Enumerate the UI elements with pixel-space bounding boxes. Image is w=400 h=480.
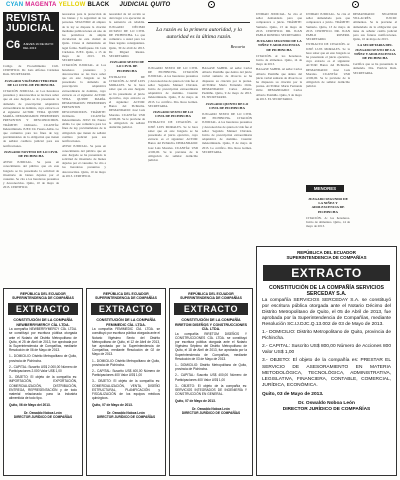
ad-superintendencia: SUPERINTENDENCIA DE COMPAÑÍAS	[180, 296, 242, 301]
column-paragraph: EXTRACTO DE CITACIÓN. A: JOSÉ LUIS MORALES. Se le hace saber que en este Juzgado se ha presentado el juicio ejecutivo, cuyo extracto es el siguiente: ACTOR: Banco del Pichincha. DEMANDADO: José Luis Morales. CUANTÍA: USD 4.500,00. Se le previene de la obligación de señalar domicilio judicial.	[109, 74, 145, 130]
ad-signer-title: DIRECTOR JURÍDICO DE COMPAÑÍAS	[181, 410, 241, 415]
extracto-ad-serceday	[256, 246, 397, 476]
ad-body: La compañía NEWBERRYMERCY CÍA. LTDA. se constituyó por escritura pública otorgada ante el Notario del Distrito Metropolitano de Quito, el 25 de Abril de 2013, fue aprobada por la Superintendencia de Compañías, mediante Resolución de 06 de Mayo de 2013.	[9, 327, 77, 353]
ad-superintendencia: SUPERINTENDENCIA DE COMPAÑÍAS	[286, 255, 367, 261]
ad-signer-title: DIRECTOR JURÍDICO DE COMPAÑÍAS	[282, 407, 371, 413]
column-heading: JUZGADO SEGUNDO DE LA NIÑEZ Y ADOLESCENCIA DE PICHINCHA	[256, 39, 302, 52]
masthead	[3, 12, 59, 60]
pull-quote	[148, 22, 250, 62]
ad-extracto-band: EXTRACTO	[91, 303, 161, 315]
ad-signer: Dr. Oswaldo Noboa León	[107, 410, 145, 415]
page-number: C6	[6, 39, 21, 51]
column-paragraph: JUZGADO SEXTO DE LO CIVIL DE PICHINCHA. CITACIÓN JUDICIAL. A los herederos presuntos y desconocidos de quien en vida fue el señor Segundo Manuel Chicaiza. Juicio de prescripción extraordinaria adquisitiva de dominio. Cuantía: indeterminada. Quito, 8 de mayo de 2013. Lo certifico. Dra. Rosa Gómez. SECRETARIA.	[202, 112, 252, 154]
ad-extracto-band: EXTRACTO	[263, 265, 390, 281]
column-paragraph: Certifica que se ha presentado la demanda. Dra. Patricia Ruiz. SECRETARIA.	[353, 62, 397, 75]
print-color-bar	[0, 0, 400, 9]
text-column-7b	[306, 195, 350, 245]
column-paragraph: CITACIÓN. A: los herederos. Juicio de alimentos. Quito, 14 de mayo de 2013.	[306, 215, 350, 229]
column-paragraph: AVISO JUDICIAL. Se pone en conocimiento del público que en este Juzgado se ha presentado la solicitud de inventario de bienes dejados por el causante. Se cita a los herederos presuntos y desconocidos. Quito, 10 de mayo de 2013. CERTIFICO.	[3, 160, 59, 190]
column-paragraph: JUZGADO SEXTO DE LO CIVIL DE PICHINCHA. CITACIÓN JUDICIAL. A los herederos presuntos y desconocidos de quien en vida fue el señor Segundo Manuel Chicaiza. Juicio de prescripción extraordinaria adquisitiva de dominio. Cuantía: indeterminada. Quito, 8 de mayo de 2013. Lo certifico. Dra. Rosa Gómez. SECRETARIA.	[148, 66, 198, 108]
column-paragraph: CITACIÓN JUDICIAL. A: Los herederos presuntos y desconocidos se les hace saber que en este Juzgado se ha presentado la demanda de prescripción adquisitiva extraordinaria de dominio, cuyo extracto es el siguiente: ACTOR: VERA QUIJIJE MARÍA. DEMANDADOS: HEREDEROS PRESUNTOS Y DESCONOCIDOS. TRÁMITE: Ordinario. CUANTÍA: Indeterminada. JUEZ: Dr. Fausto Aldás. Lo que comunico para los fines de ley, previniéndoles de la obligación que tienen de señalar casillero judicial para sus notificaciones.	[62, 63, 106, 144]
extracto-ad-riretom	[169, 288, 253, 476]
ad-signer: Dr. Oswaldo Noboa León	[298, 401, 355, 407]
ad-body: La compañía SERVICIOS SERCEDAY S.A. se constituyó por escritura pública otorgada ante el Notario Décimo del Distrito Metropolitano de Quito, el 05 de Abril de 2013, fue aprobada por la Superintendencia de Compañías, mediante Resolución SC.IJ.DJC.Q.13.002 de 03 de Mayo de 2013.	[262, 297, 391, 327]
ad-republic: REPÚBLICA DEL ECUADOR	[103, 292, 149, 296]
ad-item-capital: 2.- CAPITAL: Suscrito US$ 800,00 Número de Acciones 800 Valor US$ 1,00	[262, 344, 391, 356]
ad-constitution-title: CONSTITUCIÓN DE LA COMPAÑÍA RIRETOM DISEÑOS Y CONSTRUCCIONES CÍA. LTDA.	[174, 318, 248, 332]
ad-superintendencia: SUPERINTENDENCIA DE COMPAÑÍAS	[12, 296, 74, 301]
cyan-label: CYAN	[6, 1, 24, 8]
ad-item-domicilio: 1.- DOMICILIO: Distrito Metropolitano de Quito, provincia de Pichincha.	[262, 330, 391, 342]
masthead-line2: JUDICIAL	[6, 23, 55, 34]
column-paragraph: HAGASE SABER. Al señor Carlos Alberto Pazmiño que dentro del juicio verbal sumario de divorcio se ha dispuesto su citación por la prensa. ACTORA: María Fernanda Ortiz. DEMANDADO: Carlos Alberto Pazmiño. Quito, 9 de mayo de 2013. EL SECRETARIO.	[256, 67, 302, 101]
ad-date: Quito, 06 de Mayo del 2013.	[9, 403, 51, 408]
extracto-ad-newberrymercy	[3, 288, 83, 476]
ad-item-domicilio: 1.- DOMICILIO: Distrito Metropolitano de Quito, provincia de Pichincha.	[9, 354, 77, 363]
column-heading: JUZGADO QUINTO DE LO CIVIL DE PICHINCHA	[205, 101, 249, 110]
ad-item-domicilio: 1.- DOMICILIO: Distrito Metropolitano de Quito, provincia de Pichincha.	[92, 358, 160, 367]
extracto-ad-femimedic	[86, 288, 166, 476]
ad-constitution-title: CONSTITUCIÓN DE LA COMPAÑÍA SERVICIOS SERCEDAY S.A.	[269, 284, 384, 298]
ad-constitution-title: CONSTITUCIÓN DE LA COMPAÑÍA FEMIMEDIC CÍA. LTDA.	[96, 318, 156, 327]
ad-extracto-band: EXTRACTO	[174, 303, 248, 315]
ad-item-objeto: 3.- OBJETO: El objeto de la compañía es: COMERCIALIZACIÓN, VENTA, DISEÑO ESTRUCTURAL, PLANIFICACIÓN y FISCALIZACIÓN de los equipos médicos quirúrgicos.	[92, 379, 160, 401]
ad-extracto-band: EXTRACTO	[8, 303, 78, 315]
column-paragraph: Código de Procedimiento Civil. CERTIFICO. Dr. Luis Alfonso Cárdenas Ruiz. SECRETARIO.	[3, 64, 59, 77]
ad-item-domicilio: 1.- DOMICILIO: Distrito Metropolitano de Quito, provincia de Pichincha.	[175, 363, 247, 372]
column-heading: JUZGADO NOVENO DE LO CIVIL DE PICHINCHA	[3, 149, 59, 159]
ad-item-capital: 2.- CAPITAL: Suscrito US$ 400,00 Número de Participaciones 400 Valor US$ 1,00	[175, 373, 247, 382]
column-paragraph: EXTRACTO DE CITACIÓN. A: JOSÉ LUIS MORALES. Se le hace saber que en este Juzgado se ha presentado el juicio ejecutivo, cuyo extracto es el siguiente: ACTOR: Banco del Pichincha. DEMANDADO: José Luis Morales. CUANTÍA: USD 4.500,00. Se le previene de la obligación de señalar domicilio judicial.	[306, 42, 350, 89]
ad-date: Quito, 07 de Mayo de 2013.	[175, 399, 216, 404]
column-paragraph: UNIDAD JUDICIAL. Se cita al señor demandado para que comparezca a juicio. TRÁMITE: Sumario. Quito, 13 de mayo de 2013. CERTIFICO. DR. JUAN PABLO ROSERO. SECRETARIO.	[306, 12, 350, 42]
ad-signer-title: DIRECTOR JURÍDICO DE COMPAÑÍAS	[13, 414, 73, 419]
ad-item-objeto: 3.- OBJETO: El objeto de la compañía es: IMPORTACIÓN, EXPORTACIÓN, COMERCIALIZACIÓN, DISTRIBUCIÓN, ENTREGA, REPRESENTACIÓN y de todo material relacionado para la industria alimenticia de todo tipo.	[9, 375, 77, 401]
registration-mark-icon	[208, 1, 215, 8]
column-heading: JUZGADO SEXTO DE LO CIVIL DE PICHINCHA	[152, 110, 194, 119]
column-paragraph: CITACIÓN. A: los herederos. Juicio de alimentos. Quito, 14 de mayo de 2013.	[256, 53, 302, 67]
magenta-label: MAGENTA	[25, 1, 57, 8]
issue-date: JUEVES 16 DE MAYO DEL 2013	[23, 42, 54, 50]
ad-item-capital: 2.- CAPITAL: Suscrito US$ 2.000,00 Número de Participaciones 2.000 Valor US$ 1,00	[9, 364, 77, 374]
ad-signer-title: DIRECTOR JURÍDICO DE COMPAÑÍAS	[96, 414, 156, 419]
column-paragraph: necesarias para la protección de los bienes y la seguridad de las personas. SEGUNDO: Al amparo de la ley se dispone la citación mediante publicaciones en uno de los periódicos de amplia circulación de esta ciudad de Quito. Cítese al demandado en legal forma. Notifíquese. Dr. Luis Cárdenas. JUEZ. Quito, a 15 de mayo de 2013. EL SECRETARIO.	[62, 12, 106, 63]
column-paragraph: AVISO JUDICIAL. Se pone en conocimiento del público que en este Juzgado se ha presentado la solicitud de inventario de bienes dejados por el causante. Se cita a los herederos presuntos y desconocidos. Quito, 10 de mayo de 2013. CERTIFICO.	[62, 144, 106, 178]
text-column-6	[256, 12, 302, 282]
ad-constitution-title: CONSTITUCIÓN DE LA COMPAÑÍA NEWBERRYMERCY CÍA. LTDA.	[13, 318, 73, 327]
black-label: BLACK	[87, 1, 110, 8]
text-column-7	[306, 12, 350, 182]
text-column-8	[353, 12, 397, 242]
ad-body: La compañía FEMIMEDIC CÍA. LTDA. se constituyó por escritura pública otorgada ante el Notario Vigésimo Sexto del Distrito Metropolitano de Quito, el 12 de Abril de 2013, fue aprobada por la Superintendencia de Compañías, mediante Resolución de 02 de Mayo de 2013.	[92, 327, 160, 357]
text-column-5	[202, 66, 252, 282]
column-paragraph: UNIDAD JUDICIAL. Se cita al señor demandado para que comparezca a juicio. TRÁMITE: Sumario. Quito, 13 de mayo de 2013. CERTIFICO. DR. JUAN PABLO ROSERO. SECRETARIO.	[256, 12, 302, 38]
column-paragraph: CITACIÓN JUDICIAL. A: Los herederos presuntos y desconocidos se les hace saber que en este Juzgado se ha presentado la demanda de prescripción adquisitiva extraordinaria de dominio, cuyo extracto es el siguiente: ACTOR: VERA QUIJIJE MARÍA. DEMANDADOS: HEREDEROS PRESUNTOS Y DESCONOCIDOS. TRÁMITE: Ordinario. CUANTÍA: Indeterminada. JUEZ: Dr. Fausto Aldás. Lo que comunico para los fines de ley, previniéndoles de la obligación que tienen de señalar casillero judicial para sus notificaciones.	[3, 89, 59, 148]
text-column-4	[148, 66, 198, 282]
section-title: JUDICIAL QUITO	[119, 1, 171, 8]
yellow-label: YELLOW	[58, 1, 86, 8]
ad-republic: REPÚBLICA DEL ECUADOR	[20, 292, 66, 296]
ad-date: Quito, 07 de Mayo de 2013.	[92, 403, 133, 408]
column-heading: JUZGADO VIGÉSIMO TERCERO DE LO CIVIL DE PICHINCHA	[4, 78, 58, 87]
ad-signer: Dr. Oswaldo Noboa León	[24, 410, 62, 415]
column-paragraph: HAGASE SABER. Al señor Carlos Alberto Pazmiño que dentro del juicio verbal sumario de divorcio se ha dispuesto su citación por la prensa. ACTORA: María Fernanda Ortiz. DEMANDADO: Carlos Alberto Pazmiño. Quito, 9 de mayo de 2013. EL SECRETARIO.	[202, 66, 252, 100]
column-heading: JUZGADO SEGUNDO DE LA NIÑEZ Y ADOLESCENCIA DE PICHINCHA	[308, 197, 348, 214]
quote-author: Beccaria	[230, 44, 245, 49]
ad-item-objeto: 3.- OBJETO: El objeto de la compañía es: SERVICIOS INTEGRADOS DE INGENIERÍA Y CONSTRUCCIÓN EN GENERAL.	[175, 383, 247, 397]
masthead-line1: REVISTA	[6, 13, 51, 24]
ad-body: La compañía RIRETOM DISEÑOS Y CONSTRUCCIONES CÍA. LTDA. se constituyó por escritura pública otorgada ante el Notario Vigésimo Séptimo del Distrito Metropolitano de Quito, el 18 de Abril de 2013, fue aprobada por la Superintendencia de Compañías, mediante Resolución de 03 de Mayo de 2013.	[175, 331, 247, 361]
registration-mark-icon	[352, 1, 359, 8]
column-paragraph: necesidad de tal acción se dará lugar a la ejecución de la sentencia en rebeldía. JUZGADO DÉCIMO OCTAVO DE LO CIVIL DE PICHINCHA. Lo que comunico a usted para los fines legales consiguientes. Quito, 30 de abril de 2013. Dr. Miguel Ruales. SECRETARIO.	[109, 12, 145, 59]
ad-republic: REPÚBLICA DEL ECUADOR	[297, 250, 356, 255]
ad-superintendencia: SUPERINTENDENCIA DE COMPAÑÍAS	[95, 296, 157, 301]
column-heading: JUZGADO SEXTO DE LO CIVIL DE PICHINCHA	[109, 60, 145, 73]
text-column-3	[109, 12, 145, 282]
ad-republic: REPÚBLICA DEL ECUADOR	[188, 292, 234, 296]
ad-signer: Dr. Oswaldo Noboa León	[192, 406, 230, 411]
text-column-2	[62, 12, 106, 282]
column-paragraph: EXTRACTO DE CITACIÓN. A: JOSÉ LUIS MORALES. Se le hace saber que en este Juzgado se ha presentado el juicio ejecutivo, cuyo extracto es el siguiente: ACTOR: Banco del Pichincha. DEMANDADO: José Luis Morales. CUANTÍA: USD 4.500,00. Se le previene de la obligación de señalar domicilio judicial.	[148, 120, 198, 163]
menores-banner: MENORES	[306, 185, 344, 192]
quote-text: La razón es la primera autoridad, y la autoridad es la última razón.	[156, 27, 242, 40]
ad-item-capital: 2.- CAPITAL: Suscrito US$ 400,00 Número de Participaciones 400 Valor US$ 1,00	[92, 369, 160, 378]
column-paragraph: DEMANDADO: SEGUNDO VILLACRÉS. JUICIO: Alimentos. Se le previene al demandado de la obligación que tiene de señalar casilla judicial para sus futuras notificaciones. Quito, 10 de mayo de 2013.	[353, 12, 397, 42]
column-heading: LA SECRETARIA DEL JUZGADO SEXTO DE LA NIÑEZ Y ADOLESCENCIA DE PICHINCHA	[354, 43, 396, 61]
ad-item-objeto: 3.- OBJETO: El objeto de la compañía es: PRESTAR EL SERVICIO DE ASESORAMIENTO EN MATERIA METODOLÓGICA, TECNOLÓGICA, ADMINISTRATIVA, LEGISLATIVA, FINANCIERA, CONTABLE, COMERCIAL, JURÍDICA, ECONÓMICA.	[262, 358, 391, 388]
text-column-1	[3, 64, 59, 282]
ad-date: Quito, 03 de Mayo de 2013.	[262, 391, 324, 397]
